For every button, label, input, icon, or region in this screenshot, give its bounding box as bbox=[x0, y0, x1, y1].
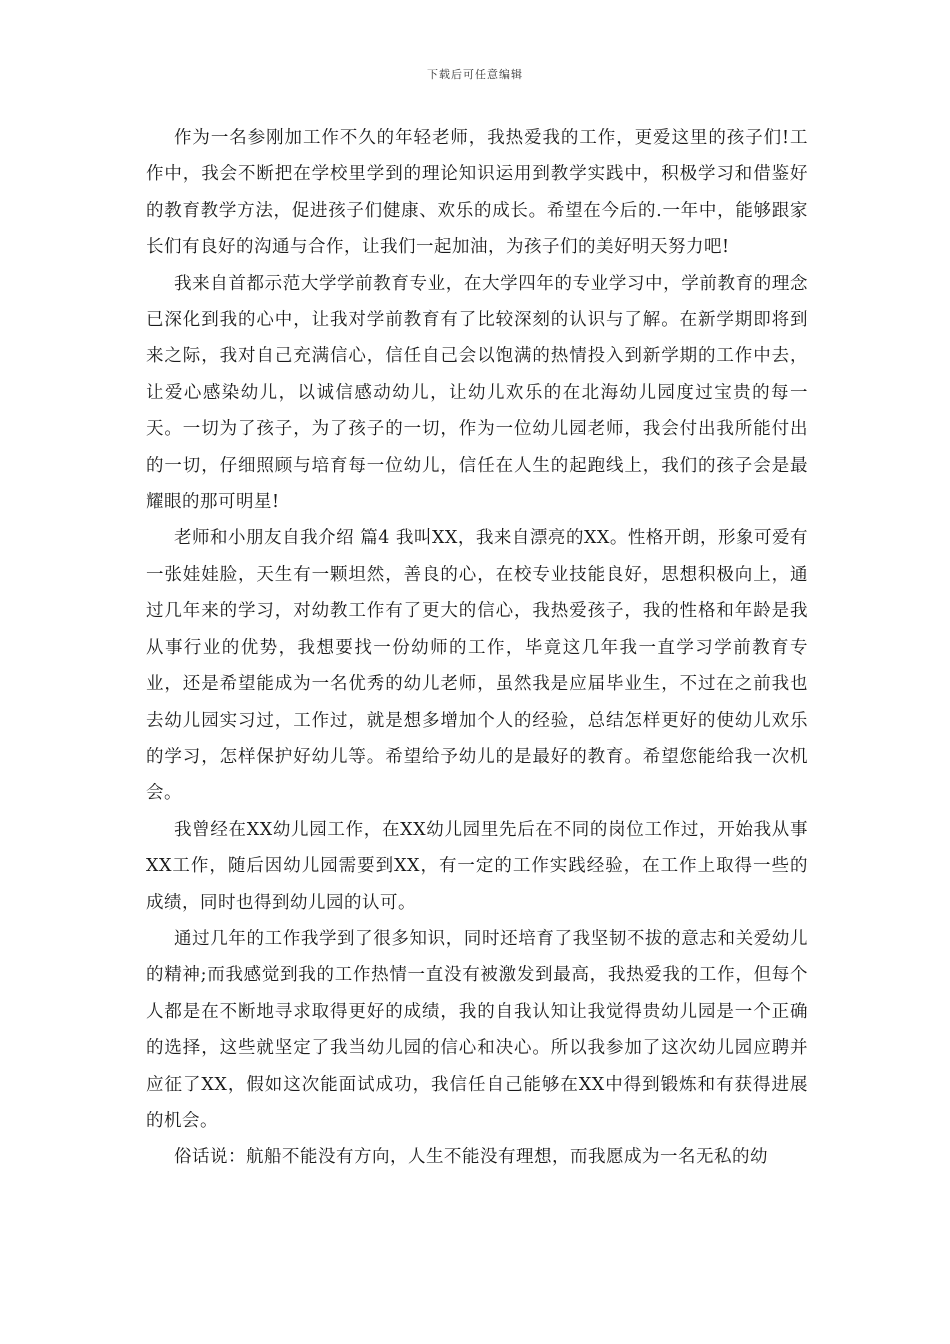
document-body bbox=[146, 120, 808, 1176]
paragraph-2: 我来自首都示范大学学前教育专业，在大学四年的专业学习中，学前教育的理念已深化到我的心中，让我对学前教育有了比较深刻的认识与了解。在新学期即将到来之际，我对自己充满信心，信任自己会以饱满的热情投入到新学期的工作中去，让爱心感染幼儿，以诚信感动幼儿，让幼儿欢乐的在北海幼儿园度过宝贵的每一天。一切为了孩子，为了孩子的一切，作为一位幼儿园老师，我会付出我所能付出的一切，仔细照顾与培育每一位幼儿，信任在人生的起跑线上，我们的孩子会是最耀眼的那可明星! bbox=[146, 273, 808, 513]
paragraph-5: 通过几年的工作我学到了很多知识，同时还培育了我坚韧不拔的意志和关爱幼儿的精神;而我感觉到我的工作热情一直没有被激发到最高，我热爱我的工作，但每个人都是在不断地寻求取得更好的成绩，我的自我认知让我觉得贵幼儿园是一个正确的选择，这些就坚定了我当幼儿园的信心和决心。所以我参加了这次幼儿园应聘并应征了XX，假如这次能面试成功，我信任自己能够在XX中得到锻炼和有获得进展的机会。 bbox=[146, 928, 808, 1131]
paragraph-6: 俗话说：航船不能没有方向，人生不能没有理想，而我愿成为一名无私的幼 bbox=[174, 1147, 768, 1168]
paragraph-1: 作为一名参刚加工作不久的年轻老师，我热爱我的工作，更爱这里的孩子们!工作中，我会不断把在学校里学到的理论知识运用到教学实践中，积极学习和借鉴好的教育教学方法，促进孩子们健康、欢乐的成长。希望在今后的.一年中，能够跟家长们有良好的沟通与合作，让我们一起加油，为孩子们的美好明天努力吧! bbox=[146, 128, 808, 258]
page-header: 下载后可任意编辑 bbox=[427, 68, 523, 81]
paragraph-4: 我曾经在XX幼儿园工作，在XX幼儿园里先后在不同的岗位工作过，开始我从事XX工作，随后因幼儿园需要到XX，有一定的工作实践经验，在工作上取得一些的成绩，同时也得到幼儿园的认可。 bbox=[146, 819, 808, 913]
paragraph-3: 老师和小朋友自我介绍 篇4 我叫XX，我来自漂亮的XX。性格开朗，形象可爱有一张娃娃脸，天生有一颗坦然，善良的心，在校专业技能良好，思想积极向上，通过几年来的学习，对幼教工作有了更大的信心，我热爱孩子，我的性格和年龄是我从事行业的优势，我想要找一份幼师的工作，毕竟这几年我一直学习学前教育专业，还是希望能成为一名优秀的幼儿老师，虽然我是应届毕业生，不过在之前我也去幼儿园实习过，工作过，就是想多增加个人的经验，总结怎样更好的使幼儿欢乐的学习，怎样保护好幼儿等。希望给予幼儿的是最好的教育。希望您能给我一次机会。 bbox=[146, 528, 808, 804]
